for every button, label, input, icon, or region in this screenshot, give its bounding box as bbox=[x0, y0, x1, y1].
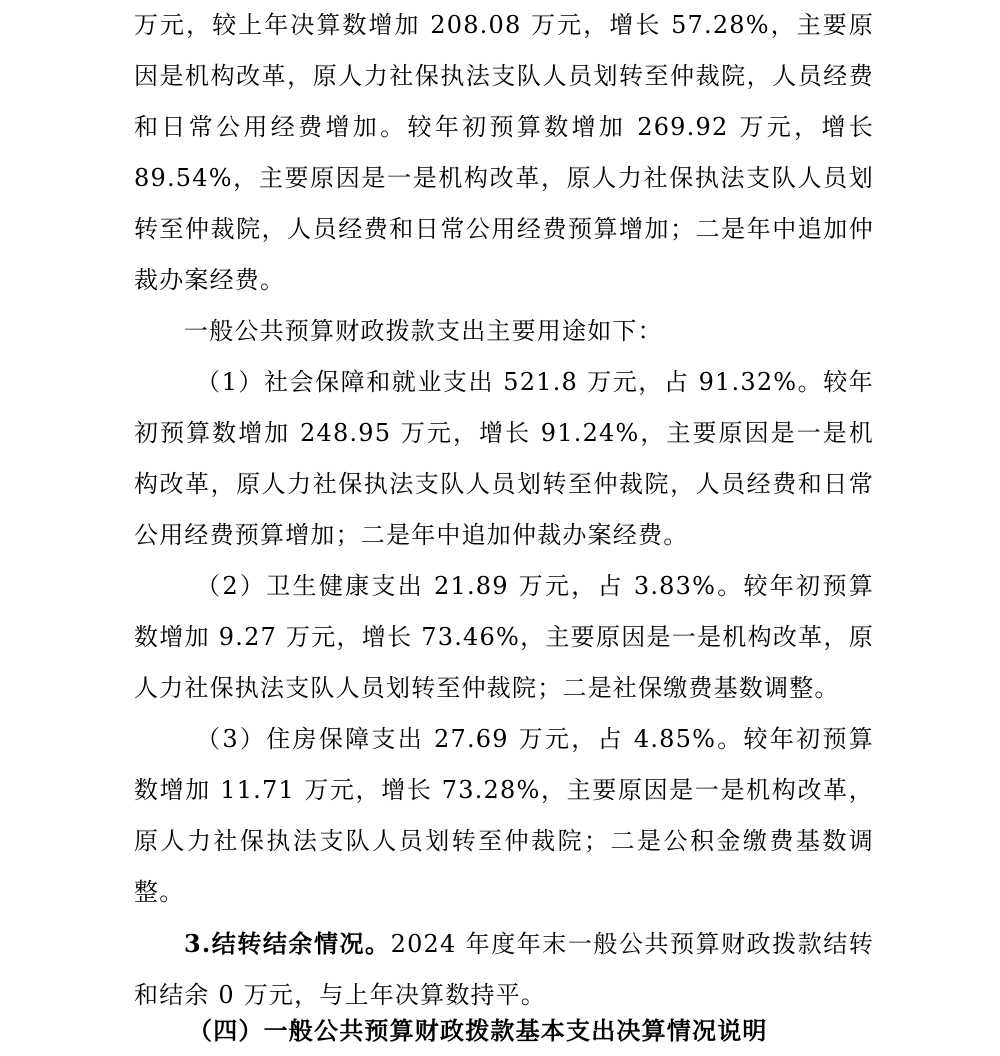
paragraph-expenditure-change: 万元，较上年决算数增加 208.08 万元，增长 57.28%，主要原因是机构改革，原人力社保执法支队人员划转至仲裁院，人员经费和日常公用经费增加。较年初预算数增加 269.92 万元，增长 89.54%，主要原因是一是机构改革，原人力社保执法支队人员划转至仲裁院，人员经费和日常公用经费预算增加；二是年中追加仲裁办案经费。 bbox=[134, 11, 874, 294]
paragraph-health-expenditure: （2）卫生健康支出 21.89 万元，占 3.83%。较年初预算数增加 9.27 万元，增长 73.46%，主要原因是一是机构改革，原人力社保执法支队人员划转至仲裁院；二是社保缴费基数调整。 bbox=[134, 572, 874, 702]
paragraph-housing-expenditure: （3）住房保障支出 27.69 万元，占 4.85%。较年初预算数增加 11.71 万元，增长 73.28%，主要原因是一是机构改革，原人力社保执法支队人员划转至仲裁院；二是公积金缴费基数调整。 bbox=[134, 725, 874, 906]
carryover-body: 2024 年度年末一般公共预算财政拨款结转和结余 0 万元，与上年决算数持平。 bbox=[134, 930, 875, 1009]
paragraph-social-security-expenditure: （1）社会保障和就业支出 521.8 万元，占 91.32%。较年初预算数增加 248.95 万元，增长 91.24%，主要原因是一是机构改革，原人力社保执法支队人员划转至仲裁院，人员经费和日常公用经费预算增加；二是年中追加仲裁办案经费。 bbox=[134, 368, 874, 549]
carryover-heading: 3.结转结余情况。 bbox=[184, 929, 391, 958]
paragraph-main-uses-intro: 一般公共预算财政拨款支出主要用途如下： bbox=[184, 317, 663, 345]
section-heading-basic-expenditure: （四）一般公共预算财政拨款基本支出决算情况说明 bbox=[188, 1016, 768, 1045]
